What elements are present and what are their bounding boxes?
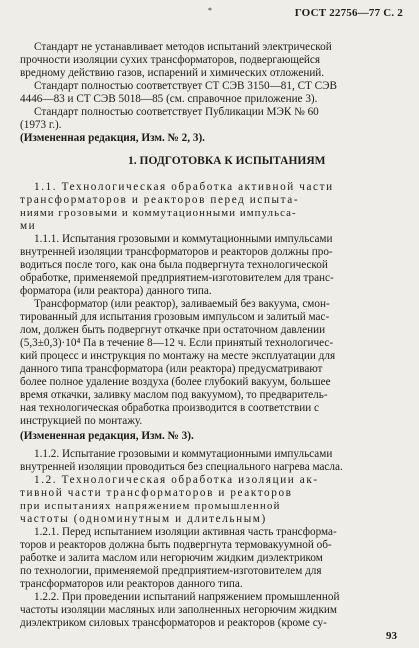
header-mark: *: [208, 6, 212, 15]
text-line: данного типа трансформатора (или реактора) предусматривают: [20, 363, 323, 375]
subsection-title: тивной части трансформаторов и реакторов: [20, 487, 293, 499]
text-line: торов и реакторов должна быть подвергнута термовакуумной об-: [20, 539, 332, 551]
text-line: 1.2.1. Перед испытанием изоляции активная часть трансформа-: [34, 526, 337, 538]
text-line: внутренней изоляции проводиться без специального нагрева масла.: [20, 461, 343, 473]
text-line: 1.1.1. Испытания грозовыми и коммутационными импульсами: [34, 233, 333, 245]
text-line: водиться после того, как она была подвергнута технологической: [20, 259, 328, 271]
text-line: Стандарт полностью соответствует СТ СЭВ 3150—81, СТ СЭВ: [34, 80, 337, 92]
text-line: ная технологическая обработка производится в соответствии с: [20, 402, 320, 414]
text-line: форматора (или реактора) данного типа.: [20, 285, 212, 297]
subsection-title: ниями грозовыми и коммутационными импульса-: [20, 207, 297, 219]
text-line: (1973 г.).: [20, 119, 62, 131]
amendment-note: (Измененная редакция, Изм. № 3).: [20, 430, 194, 442]
text-line: внутренней изоляции трансформаторов и реакторов должны про-: [20, 246, 333, 258]
text-line: по технологии, применяемой предприятием-изготовителем для: [20, 565, 322, 577]
text-line: Стандарт полностью соответствует Публикации МЭК № 60: [34, 106, 319, 118]
page-header: ГОСТ 22756—77 С. 2: [294, 7, 403, 19]
text-line: более полное удаление воздуха (более глубокий вакуум, большее: [20, 376, 331, 388]
text-line: кий процесс и инструкция по монтажу на месте эксплуатации для: [20, 350, 336, 362]
text-line: инструкцией по монтажу.: [20, 415, 143, 427]
text-line: 4446—83 и СТ СЭВ 5018—85 (см. справочное приложение 3).: [20, 93, 318, 105]
text-line: тированный для испытания грозовым импульсом и залитый мас-: [20, 311, 330, 323]
page-number: 93: [386, 630, 397, 642]
text-line: диэлектриком силовых трансформаторов и реакторов (кроме су-: [20, 617, 327, 629]
amendment-note: (Измененная редакция, Изм. № 2, 3).: [20, 132, 205, 144]
text-line: лом, должен быть подвергнут откачке при остаточном давлении: [20, 324, 326, 336]
text-line: частоты изоляции масляных или заполненных негорючим жидким: [20, 604, 338, 616]
text-line: обработке, применяемой предприятием-изготовителем для транс-: [20, 272, 334, 284]
subsection-title: при испытаниях напряжением промышленной: [20, 500, 281, 512]
text-line: прочности изоляции сухих трансформаторов, подвергающейся: [20, 54, 321, 66]
subsection-title: 1.1. Технологическая обработка активной части: [34, 181, 334, 193]
text-line: 1.2.2. При проведении испытаний напряжением промышленной: [34, 591, 340, 603]
text-line: время откачки, заливку маслом под вакуумом), то предваритель-: [20, 389, 328, 401]
section-heading: 1. ПОДГОТОВКА К ИСПЫТАНИЯМ: [128, 155, 326, 167]
text-line: (5,3±0,3)·10⁴ Па в течение 8—12 ч. Если принятый технологичес-: [20, 337, 334, 349]
text-line: 1.1.2. Испытание грозовыми и коммутационными импульсами: [34, 448, 333, 460]
text-line: Трансформатор (или реактор), заливаемый без вакуума, смон-: [34, 298, 330, 310]
subsection-title: трансформаторов и реакторов перед испыта-: [20, 194, 300, 206]
subsection-title: 1.2. Технологическая обработка изоляции ак-: [34, 474, 319, 486]
text-line: работке и залита маслом или негорючим жидким диэлектриком: [20, 552, 323, 564]
text-line: вредному действию газов, испарений и химических отложений.: [20, 67, 325, 79]
text-line: Стандарт не устанавливает методов испытаний электрической: [34, 41, 332, 53]
subsection-title: частоты (одноминутным и длительным): [20, 513, 267, 525]
text-line: трансформаторов или реакторов данного типа.: [20, 578, 243, 590]
subsection-title: ми: [20, 220, 37, 232]
